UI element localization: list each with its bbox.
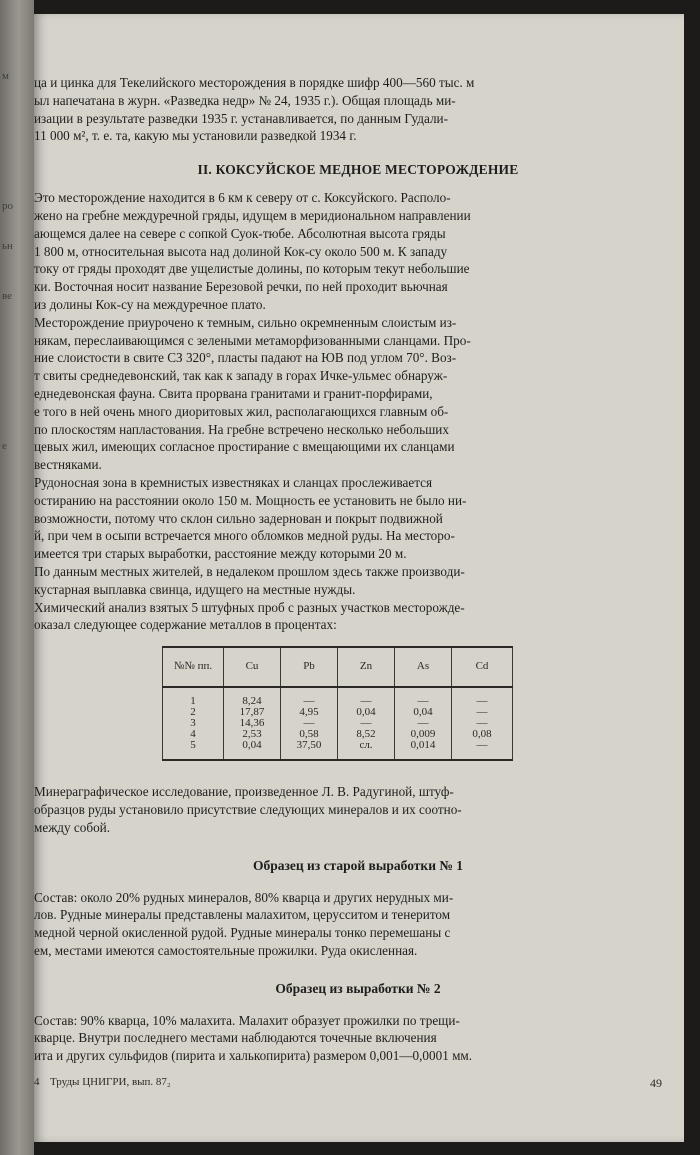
- adjacent-page-fragment: ве: [2, 290, 13, 302]
- table-cell: 0,04: [395, 707, 452, 718]
- table-cell: 2: [163, 707, 224, 718]
- text-line: 11 000 м², т. е. та, какую мы установили разведкой 1934 г.: [34, 128, 357, 144]
- sample2-paragraph: [34, 1012, 682, 1065]
- text-line: из долины Кок-су на междуречное плато.: [34, 296, 266, 312]
- table-cell: 0,04: [338, 707, 395, 718]
- section-paragraphs: [34, 189, 682, 634]
- adjacent-page-fragment: е: [2, 440, 7, 452]
- table-cell: —: [452, 718, 513, 729]
- adjacent-page-fragment: ьн: [2, 240, 13, 252]
- table-cell: сл.: [338, 740, 395, 760]
- table-cell: —: [338, 687, 395, 707]
- header-cell: Cd: [452, 647, 513, 687]
- table-cell: 0,04: [224, 740, 281, 760]
- text-line: Состав: 90% кварца, 10% малахита. Малахит образует прожилки по трещи-: [34, 1012, 460, 1028]
- table-row: [163, 718, 513, 729]
- table-cell: 4,95: [281, 707, 338, 718]
- mineralogy-paragraph: [34, 783, 682, 836]
- text-line: някам, переслаивающимся с зелеными метаморфизованными сланцами. Про-: [34, 332, 471, 348]
- table-cell: —: [395, 718, 452, 729]
- table-cell: 8,24: [224, 687, 281, 707]
- table-row: [163, 687, 513, 707]
- text-line: Месторождение приурочено к темным, сильно окремненным слоистым из-: [34, 314, 457, 330]
- text-line: лов. Рудные минералы представлены малахитом, церусситом и тенеритом: [34, 907, 451, 923]
- paragraph: [34, 189, 682, 314]
- text-line: возможности, потому что склон сильно задернован и покрыт подвижной: [34, 510, 443, 526]
- text-line: имеется три старых выработки, расстояние между которыми 20 м.: [34, 546, 407, 562]
- text-line: кустарная выплавка свинца, идущего на местные нужды.: [34, 581, 356, 597]
- header-cell: Pb: [281, 647, 338, 687]
- page-footer: [34, 1076, 674, 1096]
- text-line: ем, местами имеются самостоятельные прожилки. Руда окисленная.: [34, 942, 418, 958]
- table-cell: 4: [163, 729, 224, 740]
- table-cell: —: [452, 687, 513, 707]
- text-line: е того в ней очень много диоритовых жил, располагающихся главным об-: [34, 403, 449, 419]
- text-line: изации в результате разведки 1935 г. устанавливается, по данным Гудали-: [34, 110, 448, 126]
- text-line: еднедевонская фауна. Свита прорвана гранитами и гранит-порфирами,: [34, 385, 433, 401]
- header-cell: Cu: [224, 647, 281, 687]
- page-number: 49: [650, 1076, 662, 1090]
- adjacent-page-fragment: м: [2, 70, 9, 82]
- paragraph: [34, 599, 682, 635]
- page-body: [34, 74, 682, 1065]
- text-line: Состав: около 20% рудных минералов, 80% кварца и других нерудных ми-: [34, 889, 454, 905]
- chemical-analysis-table: [162, 646, 513, 761]
- paragraph: [34, 474, 682, 563]
- table-cell: —: [281, 687, 338, 707]
- table-row: [163, 740, 513, 760]
- text-line: между собой.: [34, 819, 111, 835]
- text-line: вестняками.: [34, 457, 102, 473]
- signature-number: 4: [34, 1076, 40, 1088]
- table-cell: 0,58: [281, 729, 338, 740]
- sample1-paragraph: [34, 889, 682, 960]
- text-line: ние слоистости в свите СЗ 320°, пласты падают на ЮВ под углом 70°. Воз-: [34, 350, 457, 366]
- text-line: жено на гребне междуречной гряды, идущем в меридиональном направлении: [34, 207, 471, 223]
- text-line: й, при чем в осыпи встречается много обломков медной руды. На месторо-: [34, 528, 455, 544]
- text-line: ки. Восточная носит название Березовой речки, по ней проходит вьючная: [34, 279, 448, 295]
- text-line: току от гряды проходят две ущелистые долины, по которым текут небольшие: [34, 261, 470, 277]
- header-cell: №№ пп.: [163, 647, 224, 687]
- table-cell: 5: [163, 740, 224, 760]
- sample2-heading: Образец из выработки № 2: [275, 980, 441, 996]
- table-cell: —: [338, 718, 395, 729]
- header-cell: Zn: [338, 647, 395, 687]
- text-line: остиранию на расстоянии около 150 м. Мощность ее установить не было ни-: [34, 492, 467, 508]
- table-header-row: [163, 647, 513, 687]
- text-line: цевых жил, имеющих согласное простирание с вмещающими их сланцами: [34, 439, 455, 455]
- table-cell: 0,08: [452, 729, 513, 740]
- table-cell: —: [452, 707, 513, 718]
- text-line: Рудоносная зона в кремнистых известняках и сланцах прослеживается: [34, 474, 433, 490]
- table-row: [163, 729, 513, 740]
- text-line: образцов руды установило присутствие следующих минералов и их соотно-: [34, 801, 462, 817]
- paragraph: [34, 563, 682, 599]
- adjacent-page-edge: [0, 0, 34, 1155]
- table-cell: —: [395, 687, 452, 707]
- text-line: Химический анализ взятых 5 штуфных проб с разных участков месторожде-: [34, 599, 465, 615]
- text-line: т свиты среднедевонский, так как к западу в горах Ичке-ульмес обнаруж-: [34, 368, 448, 384]
- table-cell: 1: [163, 687, 224, 707]
- table-cell: 14,36: [224, 718, 281, 729]
- table-row: [163, 707, 513, 718]
- table-cell: —: [281, 718, 338, 729]
- table-cell: 0,009: [395, 729, 452, 740]
- paragraph: [34, 314, 682, 474]
- table-cell: 2,53: [224, 729, 281, 740]
- table-cell: 37,50: [281, 740, 338, 760]
- table-cell: 3: [163, 718, 224, 729]
- text-line: ающемся далее на севере с сопкой Суок-тюбе. Абсолютная высота гряды: [34, 225, 446, 241]
- section-heading: II. КОКСУЙСКОЕ МЕДНОЕ МЕСТОРОЖДЕНИЕ: [197, 162, 519, 178]
- text-line: оказал следующее содержание металлов в процентах:: [34, 617, 337, 633]
- text-line: 1 800 м, относительная высота над долиной Кок-су около 500 м. К западу: [34, 243, 448, 259]
- intro-paragraph: [34, 74, 682, 145]
- text-line: ыл напечатана в журн. «Разведка недр» № 24, 1935 г.). Общая площадь ми-: [34, 92, 456, 108]
- publication-source: Труды ЦНИГРИ, вып. 87₂: [50, 1076, 171, 1088]
- text-line: ца и цинка для Текелийского месторождения в порядке шифр 400—560 тыс. м: [34, 75, 475, 90]
- table-cell: 17,87: [224, 707, 281, 718]
- table-cell: —: [452, 740, 513, 760]
- text-line: Минераграфическое исследование, произведенное Л. В. Радугиной, штуф-: [34, 784, 454, 800]
- table-cell: 8,52: [338, 729, 395, 740]
- sample1-heading: Образец из старой выработки № 1: [252, 857, 464, 873]
- text-line: кварце. Внутри последнего местами наблюдаются точечные включения: [34, 1030, 437, 1046]
- text-line: медной черной окисленной рудой. Рудные минералы тонко перемешаны с: [34, 925, 451, 941]
- text-line: По данным местных жителей, в недалеком прошлом здесь также производи-: [34, 563, 465, 579]
- table-cell: 0,014: [395, 740, 452, 760]
- text-line: Это месторождение находится в 6 км к северу от с. Коксуйского. Располо-: [34, 190, 451, 206]
- adjacent-page-fragment: ро: [2, 200, 13, 212]
- text-line: ита и других сульфидов (пирита и халькопирита) размером 0,001—0,0001 мм.: [34, 1048, 473, 1064]
- text-line: по плоскостям напластования. На гребне встречено несколько небольших: [34, 421, 449, 437]
- book-page: [34, 14, 684, 1142]
- header-cell: As: [395, 647, 452, 687]
